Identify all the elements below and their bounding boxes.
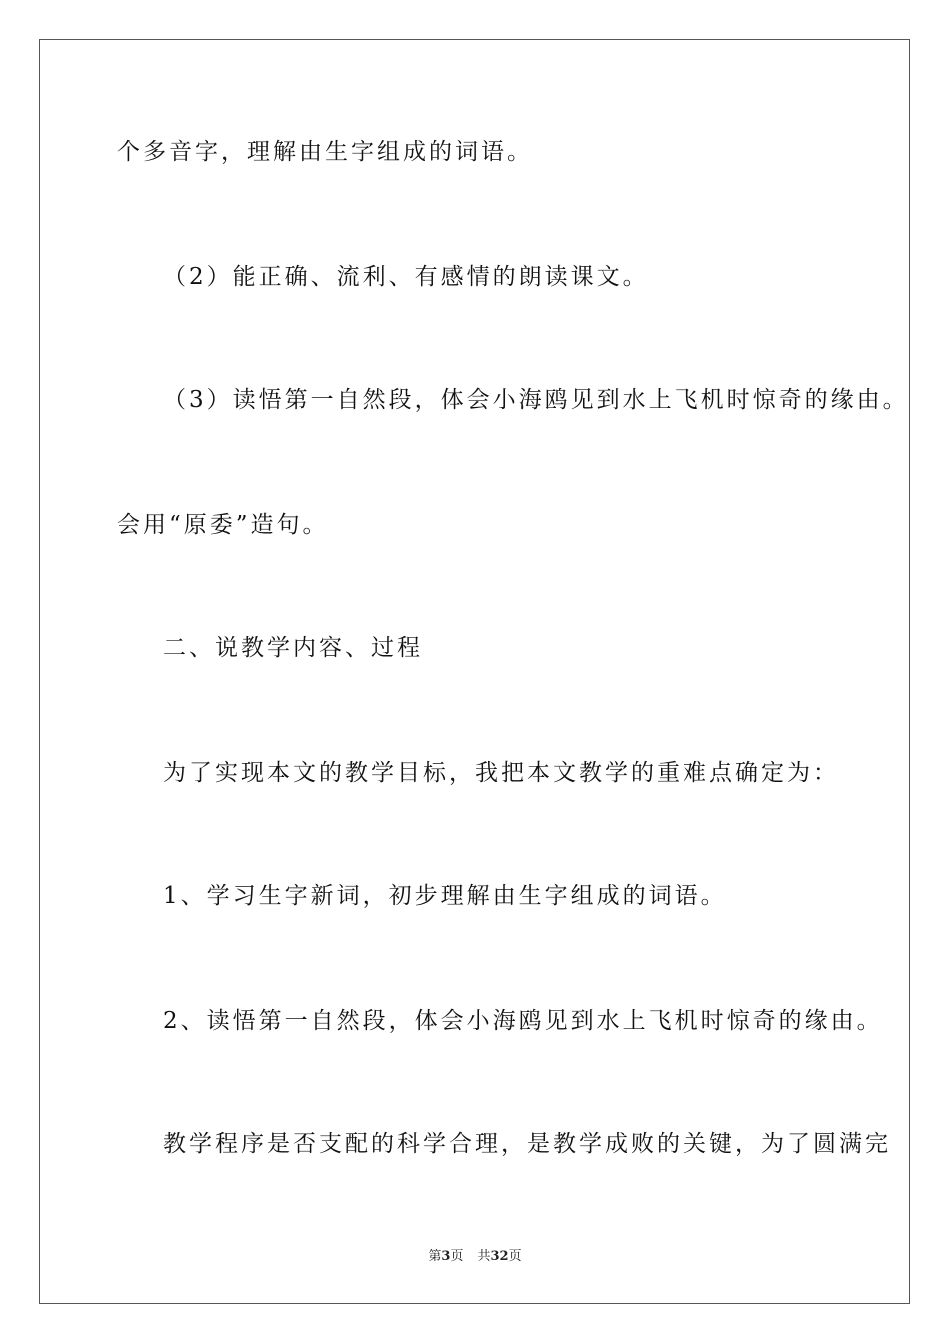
footer-total-pages: 32 [490,1249,509,1264]
page-border [39,39,910,1304]
paragraph-3: （3）读悟第一自然段，体会小海鸥见到水上飞机时惊奇的缘由。 [163,387,909,413]
paragraph-4: 会用“原委”造句。 [117,512,329,538]
section-heading: 二、说教学内容、过程 [163,635,423,661]
list-item-1: 1、学习生字新词，初步理解由生字组成的词语。 [163,883,727,909]
paragraph-5: 为了实现本文的教学目标，我把本文教学的重难点确定为： [163,760,839,786]
paragraph-6: 教学程序是否支配的科学合理，是教学成败的关键，为了圆满完 [163,1131,891,1157]
paragraph-1: 个多音字，理解由生字组成的词语。 [117,139,533,165]
list-item-2: 2、读悟第一自然段，体会小海鸥见到水上飞机时惊奇的缘由。 [163,1008,883,1034]
footer-total-suffix: 页 [508,1249,522,1264]
footer-page-prefix: 第 [428,1249,442,1264]
paragraph-2: （2）能正确、流利、有感情的朗读课文。 [163,264,649,290]
footer-page-suffix: 页 [450,1249,464,1264]
page-footer [0,1248,950,1266]
footer-total-prefix: 共 [477,1249,491,1264]
footer-current-page: 3 [441,1249,451,1264]
